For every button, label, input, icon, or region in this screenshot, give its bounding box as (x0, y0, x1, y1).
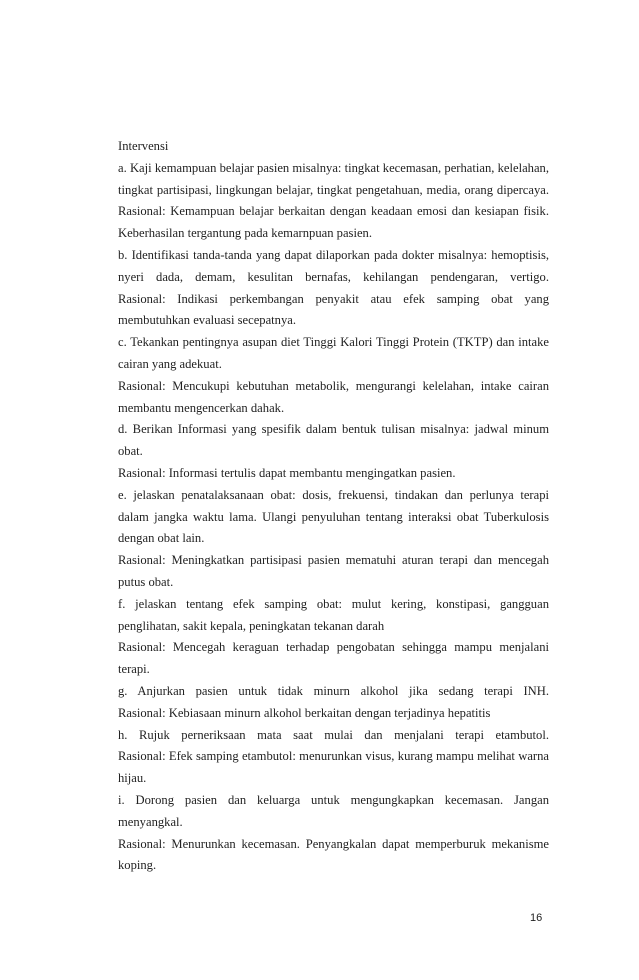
text-line: a. Kaji kemampuan belajar pasien misalnya: tingkat kecemasan, perhatian, kelelahan, (118, 160, 549, 175)
text-line: terapi. (118, 662, 150, 677)
text-line: koping. (118, 858, 157, 873)
text-line: obat. (118, 444, 143, 459)
text-line: putus obat. (118, 574, 174, 589)
text-line: Rasional: Informasi tertulis dapat membantu mengingatkan pasien. (118, 465, 456, 480)
section-heading: Intervensi (118, 139, 169, 153)
text-line: tingkat partisipasi, lingkungan belajar, tingkat pengetahuan, media, orang dipercaya. (118, 182, 549, 197)
text-line: Rasional: Meningkatkan partisipasi pasien mematuhi aturan terapi dan mencegah (118, 553, 549, 568)
text-line: i. Dorong pasien dan keluarga untuk mengungkapkan kecemasan. Jangan (118, 792, 549, 807)
document-body (118, 136, 549, 877)
text-line: h. Rujuk perneriksaan mata saat mulai dan menjalani terapi etambutol. (118, 727, 549, 742)
text-line: c. Tekankan pentingnya asupan diet Tinggi Kalori Tinggi Protein (TKTP) dan intake (118, 335, 549, 350)
text-line: Rasional: Mencukupi kebutuhan metabolik, mengurangi kelelahan, intake cairan (118, 378, 549, 393)
text-line: g. Anjurkan pasien untuk tidak minurn alkohol jika sedang terapi INH. (118, 683, 549, 698)
text-line: Rasional: Menurunkan kecemasan. Penyangkalan dapat memperburuk mekanisme (118, 836, 549, 851)
text-line: dalam jangka waktu lama. Ulangi penyuluhan tentang interaksi obat Tuberkulosis (118, 509, 549, 524)
page-number: 16 (530, 912, 543, 924)
text-line: b. Identifikasi tanda-tanda yang dapat dilaporkan pada dokter misalnya: hemoptisis, (118, 247, 549, 262)
text-line: d. Berikan Informasi yang spesifik dalam bentuk tulisan misalnya: jadwal minum (118, 422, 549, 437)
text-line: Rasional: Indikasi perkembangan penyakit atau efek samping obat yang (118, 291, 549, 306)
text-line: cairan yang adekuat. (118, 356, 222, 371)
text-line: menyangkal. (118, 814, 183, 829)
text-line: membutuhkan evaluasi secepatnya. (118, 313, 296, 328)
text-line: hijau. (118, 771, 147, 786)
text-line: Rasional: Efek samping etambutol: menurunkan visus, kurang mampu melihat warna (118, 749, 549, 764)
text-line: nyeri dada, demam, kesulitan bernafas, kehilangan pendengaran, vertigo. (118, 269, 549, 284)
text-line: membantu mengencerkan dahak. (118, 400, 285, 415)
text-line: e. jelaskan penatalaksanaan obat: dosis, frekuensi, tindakan dan perlunya terapi (118, 487, 549, 502)
text-line: dengan obat lain. (118, 531, 205, 546)
text-line: Rasional: Kemampuan belajar berkaitan dengan keadaan emosi dan kesiapan fisik. (118, 204, 549, 219)
text-line: f. jelaskan tentang efek samping obat: mulut kering, konstipasi, gangguan (118, 596, 549, 611)
text-line: Rasional: Mencegah keraguan terhadap pengobatan sehingga mampu menjalani (118, 640, 549, 655)
text-line: Rasional: Kebiasaan minurn alkohol berkaitan dengan terjadinya hepatitis (118, 705, 491, 720)
text-line: Keberhasilan tergantung pada kemarnpuan pasien. (118, 226, 372, 241)
text-line: penglihatan, sakit kepala, peningkatan tekanan darah (118, 618, 385, 633)
